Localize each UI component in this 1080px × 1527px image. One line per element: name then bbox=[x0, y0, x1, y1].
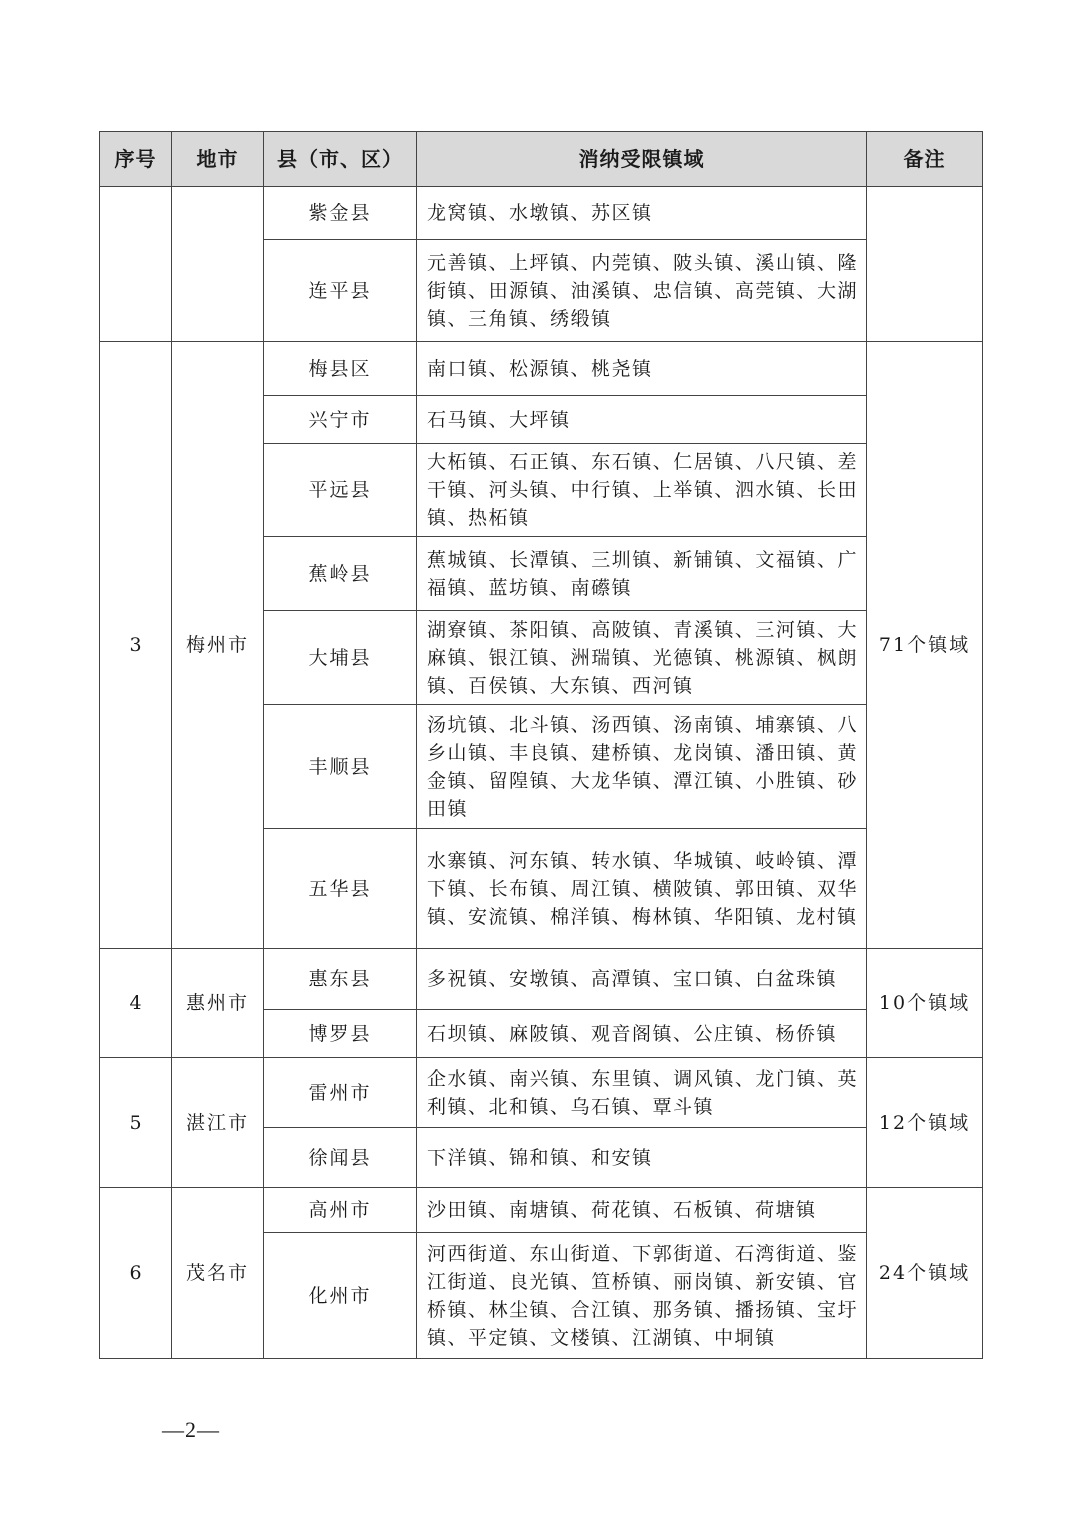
table-row bbox=[100, 1058, 983, 1128]
towns-cell: 大柘镇、石正镇、东石镇、仁居镇、八尺镇、差干镇、河头镇、中行镇、上举镇、泗水镇、长田镇、热柘镇 bbox=[417, 444, 867, 537]
note-cell bbox=[867, 187, 983, 342]
header-county: 县（市、区） bbox=[264, 132, 417, 187]
row-number: 5 bbox=[100, 1058, 172, 1188]
city-cell: 梅州市 bbox=[172, 342, 264, 949]
city-cell: 惠州市 bbox=[172, 949, 264, 1058]
table-row bbox=[100, 1188, 983, 1233]
county-cell: 高州市 bbox=[264, 1188, 417, 1233]
county-cell: 兴宁市 bbox=[264, 396, 417, 444]
table-row bbox=[100, 949, 983, 1010]
page-number: —2— bbox=[162, 1417, 220, 1442]
towns-cell: 石坝镇、麻陂镇、观音阁镇、公庄镇、杨侨镇 bbox=[417, 1010, 867, 1058]
county-cell: 惠东县 bbox=[264, 949, 417, 1010]
county-cell: 化州市 bbox=[264, 1233, 417, 1359]
county-cell: 紫金县 bbox=[264, 187, 417, 240]
towns-cell: 水寨镇、河东镇、转水镇、华城镇、岐岭镇、潭下镇、长布镇、周江镇、横陂镇、郭田镇、双华镇、安流镇、棉洋镇、梅林镇、华阳镇、龙村镇 bbox=[417, 829, 867, 949]
county-cell: 梅县区 bbox=[264, 342, 417, 396]
county-cell: 徐闻县 bbox=[264, 1128, 417, 1188]
towns-cell: 南口镇、松源镇、桃尧镇 bbox=[417, 342, 867, 396]
row-number: 4 bbox=[100, 949, 172, 1058]
towns-cell: 汤坑镇、北斗镇、汤西镇、汤南镇、埔寨镇、八乡山镇、丰良镇、建桥镇、龙岗镇、潘田镇、黄金镇、留隍镇、大龙华镇、潭江镇、小胜镇、砂田镇 bbox=[417, 705, 867, 829]
city-cell: 茂名市 bbox=[172, 1188, 264, 1359]
towns-cell: 企水镇、南兴镇、东里镇、调风镇、龙门镇、英利镇、北和镇、乌石镇、覃斗镇 bbox=[417, 1058, 867, 1128]
restricted-towns-table bbox=[99, 131, 983, 1359]
note-cell: 24个镇域 bbox=[867, 1188, 983, 1359]
header-city: 地市 bbox=[172, 132, 264, 187]
city-cell: 湛江市 bbox=[172, 1058, 264, 1188]
county-cell: 连平县 bbox=[264, 240, 417, 342]
header-towns: 消纳受限镇域 bbox=[417, 132, 867, 187]
towns-cell: 下洋镇、锦和镇、和安镇 bbox=[417, 1128, 867, 1188]
towns-cell: 沙田镇、南塘镇、荷花镇、石板镇、荷塘镇 bbox=[417, 1188, 867, 1233]
row-number: 6 bbox=[100, 1188, 172, 1359]
city-cell bbox=[172, 187, 264, 342]
county-cell: 丰顺县 bbox=[264, 705, 417, 829]
note-cell: 12个镇域 bbox=[867, 1058, 983, 1188]
row-number bbox=[100, 187, 172, 342]
towns-cell: 蕉城镇、长潭镇、三圳镇、新铺镇、文福镇、广福镇、蓝坊镇、南礤镇 bbox=[417, 537, 867, 611]
towns-cell: 石马镇、大坪镇 bbox=[417, 396, 867, 444]
note-cell: 71个镇域 bbox=[867, 342, 983, 949]
header-note: 备注 bbox=[867, 132, 983, 187]
row-number: 3 bbox=[100, 342, 172, 949]
table-header-row bbox=[100, 132, 983, 187]
towns-cell: 湖寮镇、茶阳镇、高陂镇、青溪镇、三河镇、大麻镇、银江镇、洲瑞镇、光德镇、桃源镇、枫朗镇、百侯镇、大东镇、西河镇 bbox=[417, 611, 867, 705]
county-cell: 蕉岭县 bbox=[264, 537, 417, 611]
table-row bbox=[100, 342, 983, 396]
note-cell: 10个镇域 bbox=[867, 949, 983, 1058]
towns-cell: 龙窝镇、水墩镇、苏区镇 bbox=[417, 187, 867, 240]
table-row bbox=[100, 187, 983, 240]
towns-cell: 元善镇、上坪镇、内莞镇、陂头镇、溪山镇、隆街镇、田源镇、油溪镇、忠信镇、高莞镇、大湖镇、三角镇、绣缎镇 bbox=[417, 240, 867, 342]
county-cell: 博罗县 bbox=[264, 1010, 417, 1058]
header-no: 序号 bbox=[100, 132, 172, 187]
county-cell: 雷州市 bbox=[264, 1058, 417, 1128]
county-cell: 五华县 bbox=[264, 829, 417, 949]
towns-cell: 河西街道、东山街道、下郭街道、石湾街道、鉴江街道、良光镇、笪桥镇、丽岗镇、新安镇、官桥镇、林尘镇、合江镇、那务镇、播扬镇、宝圩镇、平定镇、文楼镇、江湖镇、中垌镇 bbox=[417, 1233, 867, 1359]
county-cell: 大埔县 bbox=[264, 611, 417, 705]
county-cell: 平远县 bbox=[264, 444, 417, 537]
towns-cell: 多祝镇、安墩镇、高潭镇、宝口镇、白盆珠镇 bbox=[417, 949, 867, 1010]
